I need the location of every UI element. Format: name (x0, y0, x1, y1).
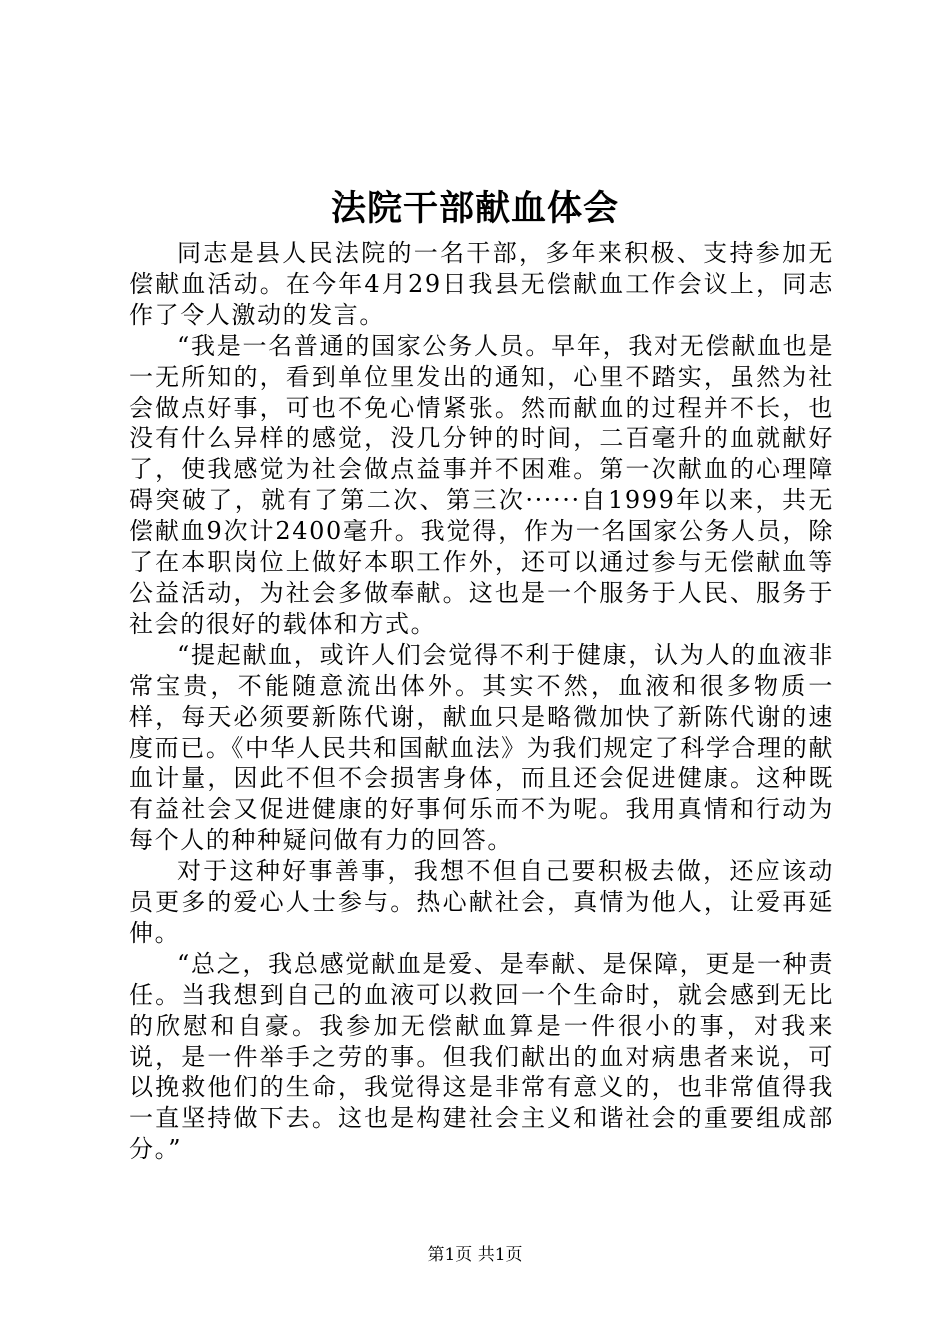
page-footer: 第1页 共1页 (427, 1245, 523, 1265)
paragraph-4: 对于这种好事善事，我想不但自己要积极去做，还应该动员更多的爱心人士参与。热心献社会，真情为他人，让爱再延伸。 (129, 857, 834, 947)
paragraph-3: “提起献血，或许人们会觉得不利于健康，认为人的血液非常宝贵，不能随意流出体外。其实不然，血液和很多物质一样，每天必须要新陈代谢，献血只是略微加快了新陈代谢的速度而已。《中华人民共和国献血法》为我们规定了科学合理的献血计量，因此不但不会损害身体，而且还会促进健康。这种既有益社会又促进健康的好事何乐而不为呢。我用真情和行动为每个人的种种疑问做有力的回答。 (129, 640, 834, 855)
document-body (129, 238, 834, 1165)
paragraph-2: “我是一名普通的国家公务人员。早年，我对无偿献血也是一无所知的，看到单位里发出的通知，心里不踏实，虽然为社会做点好事，可也不免心情紧张。然而献血的过程并不长，也没有什么异样的感觉，没几分钟的时间，二百毫升的血就献好了，使我感觉为社会做点益事并不困难。第一次献血的心理障碍突破了，就有了第二次、第三次······自1999年以来，共无偿献血9次计2400毫升。我觉得，作为一名国家公务人员，除了在本职岗位上做好本职工作外，还可以通过参与无偿献血等公益活动，为社会多做奉献。这也是一个服务于人民、服务于社会的很好的载体和方式。 (129, 331, 834, 638)
document-title: 法院干部献血体会 (330, 188, 619, 229)
paragraph-5: “总之，我总感觉献血是爱、是奉献、是保障，更是一种责任。当我想到自己的血液可以救回一个生命时，就会感到无比的欣慰和自豪。我参加无偿献血算是一件很小的事，对我来说，是一件举手之劳的事。但我们献出的血对病患者来说，可以挽救他们的生命，我觉得这是非常有意义的，也非常值得我一直坚持做下去。这也是构建社会主义和谐社会的重要组成部分。” (129, 949, 834, 1164)
paragraph-1: 同志是县人民法院的一名干部，多年来积极、支持参加无偿献血活动。在今年4月29日我县无偿献血工作会议上，同志作了令人激动的发言。 (129, 239, 834, 329)
